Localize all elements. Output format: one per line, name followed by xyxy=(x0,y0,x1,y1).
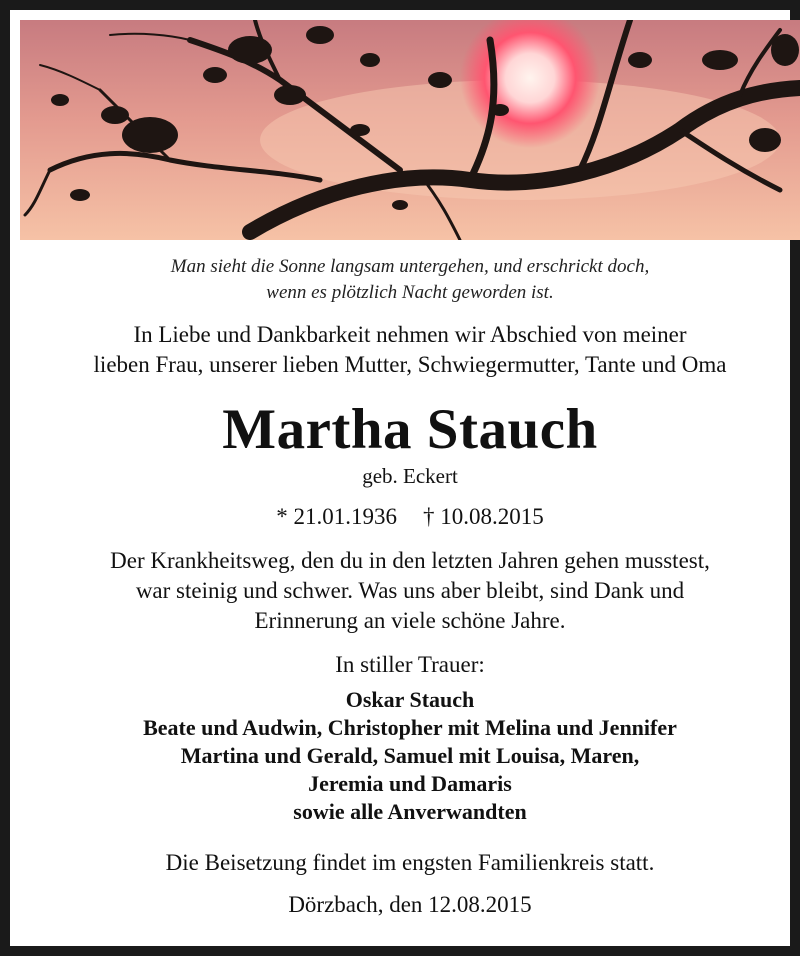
life-dates xyxy=(20,502,800,532)
mourner-line: sowie alle Anverwandten xyxy=(293,799,527,824)
intro-line: lieben Frau, unserer lieben Mutter, Schwiegermutter, Tante und Oma xyxy=(93,352,727,377)
quote-line: wenn es plötzlich Nacht geworden ist. xyxy=(266,282,554,303)
verse-line: Der Krankheitsweg, den du in den letzten Jahren gehen musstest, xyxy=(110,548,710,573)
farewell-intro xyxy=(20,320,800,380)
mourning-heading: In stiller Trauer: xyxy=(335,652,485,677)
burial-notice: Die Beisetzung findet im engsten Familienkreis statt. xyxy=(165,850,655,875)
deceased-name: Martha Stauch xyxy=(222,398,598,461)
mourner-line: Martina und Gerald, Samuel mit Louisa, Maren, xyxy=(180,743,640,768)
remembrance-text xyxy=(20,546,800,636)
sunset-branch-icon xyxy=(20,20,800,240)
intro-line: In Liebe und Dankbarkeit nehmen wir Abschied von meiner xyxy=(133,322,687,347)
sunset-branch-photo xyxy=(20,20,800,240)
place-date: Dörzbach, den 12.08.2015 xyxy=(288,892,532,917)
death-date: † 10.08.2015 xyxy=(423,504,544,529)
mourner-line: Jeremia und Damaris xyxy=(308,771,512,796)
birth-date: * 21.01.1936 xyxy=(276,504,397,529)
mourner-line: Oskar Stauch xyxy=(345,687,475,712)
verse-line: war steinig und schwer. Was uns aber bleibt, sind Dank und xyxy=(135,578,685,603)
mourner-line: Beate und Audwin, Christopher mit Melina und Jennifer xyxy=(143,715,677,740)
memorial-quote xyxy=(20,254,800,306)
mourners-list xyxy=(20,686,800,826)
verse-line: Erinnerung an viele schöne Jahre. xyxy=(254,608,566,633)
quote-line: Man sieht die Sonne langsam untergehen, und erschrickt doch, xyxy=(170,256,650,277)
birth-name: geb. Eckert xyxy=(362,464,458,488)
